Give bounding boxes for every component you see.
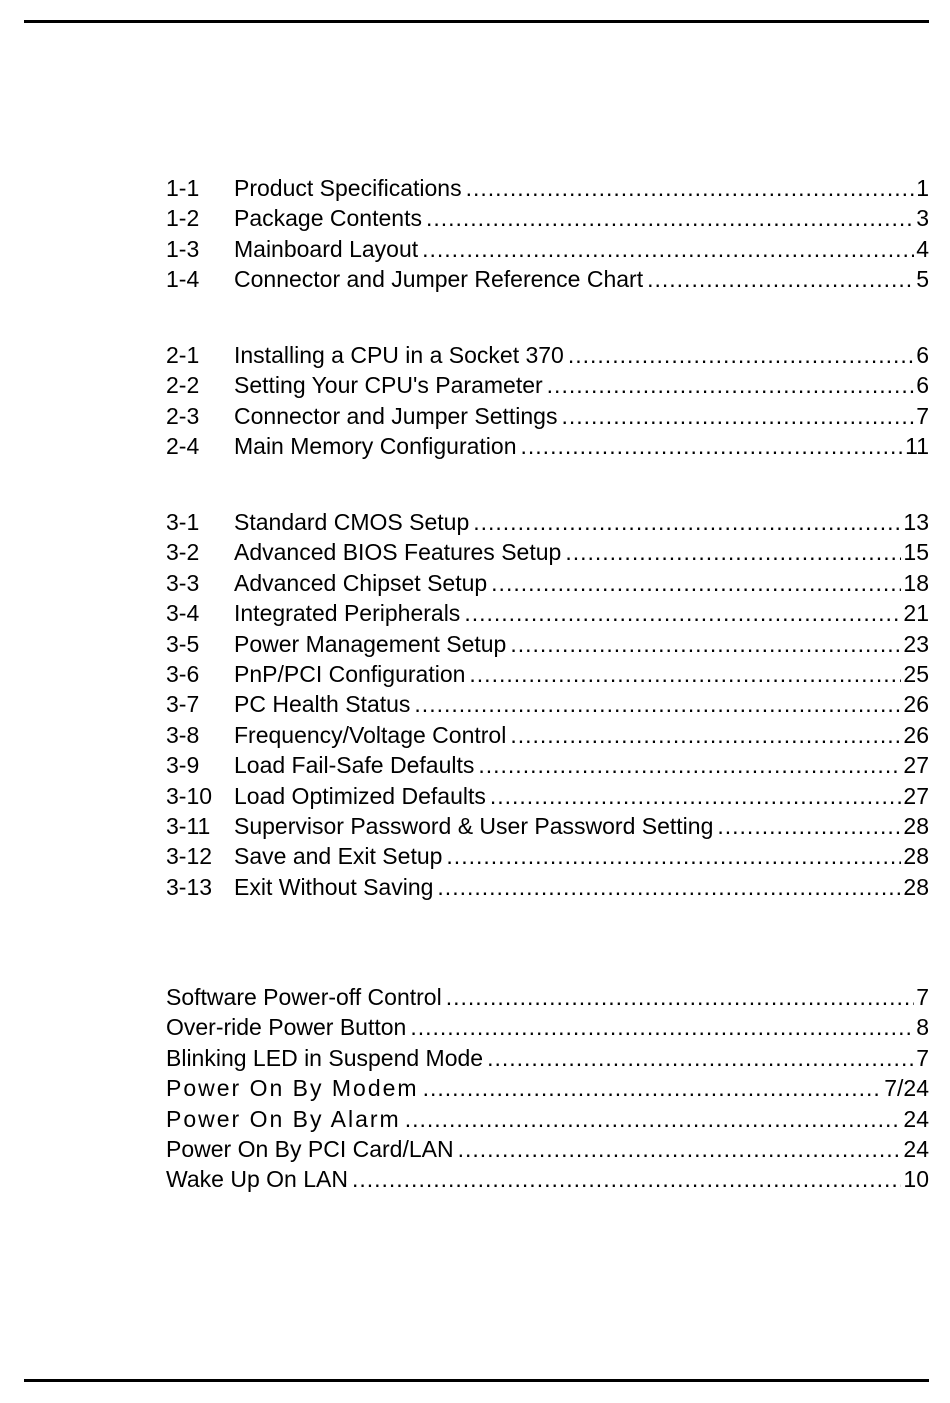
entry-page: 3 — [916, 205, 929, 232]
toc-entry — [166, 982, 929, 1012]
dot-leader — [469, 659, 901, 689]
entry-title: Wake Up On LAN — [166, 1166, 348, 1193]
dot-leader — [466, 173, 915, 203]
entry-title: Advanced BIOS Features Setup — [234, 539, 562, 566]
toc-entry — [166, 264, 929, 294]
entry-number: 2-1 — [166, 342, 200, 368]
entry-page: 27 — [903, 752, 929, 779]
toc-entry — [166, 841, 929, 871]
entry-number: 3-2 — [166, 539, 200, 566]
toc-entry — [166, 203, 929, 233]
entry-page: 7 — [916, 984, 929, 1010]
toc-section-2 — [166, 340, 929, 462]
entry-number: 2-3 — [166, 402, 200, 429]
toc-entry — [166, 781, 929, 811]
dot-leader — [423, 1073, 883, 1103]
dot-leader — [352, 1164, 901, 1194]
toc-entry — [166, 1073, 929, 1103]
entry-page: 6 — [916, 342, 929, 368]
entry-page: 27 — [903, 782, 929, 809]
entry-page: 28 — [903, 843, 929, 870]
toc-entry — [166, 401, 929, 431]
entry-number: 2-4 — [166, 433, 200, 460]
entry-page: 26 — [903, 721, 929, 748]
dot-leader — [547, 370, 915, 400]
toc-entry — [166, 340, 929, 370]
toc-entry — [166, 370, 929, 400]
entry-number: 3-1 — [166, 509, 200, 535]
dot-leader — [410, 1012, 914, 1042]
entry-number: 3-5 — [166, 630, 200, 657]
entry-title: PC Health Status — [234, 691, 411, 718]
entry-number: 3-10 — [166, 782, 213, 809]
entry-title: Power On By Alarm — [166, 1105, 401, 1132]
entry-page: 23 — [903, 630, 929, 657]
entry-title: Setting Your CPU's Parameter — [234, 372, 543, 399]
dot-leader — [464, 598, 901, 628]
entry-page: 7/24 — [884, 1075, 929, 1102]
dot-leader — [561, 401, 914, 431]
entry-title: Supervisor Password & User Password Setting — [234, 812, 714, 839]
entry-page: 24 — [903, 1135, 929, 1162]
toc-section-1 — [166, 173, 929, 295]
entry-number: 3-8 — [166, 721, 200, 748]
entry-title: PnP/PCI Configuration — [234, 660, 466, 687]
entry-page: 18 — [903, 569, 929, 596]
entry-title: Load Fail-Safe Defaults — [234, 752, 475, 779]
entry-title: Mainboard Layout — [234, 235, 419, 262]
entry-page: 13 — [903, 509, 929, 535]
entry-title: Connector and Jumper Reference Chart — [234, 266, 644, 293]
dot-leader — [717, 811, 901, 841]
entry-title: Frequency/Voltage Control — [234, 721, 507, 748]
entry-page: 7 — [916, 402, 929, 429]
toc-section-3 — [166, 507, 929, 902]
entry-number: 1-4 — [166, 266, 200, 293]
toc-entry — [166, 1012, 929, 1042]
toc-entry — [166, 720, 929, 750]
dot-leader — [446, 841, 901, 871]
dot-leader — [426, 203, 914, 233]
entry-page: 5 — [916, 266, 929, 293]
toc-section-4 — [166, 982, 929, 1195]
entry-page: 26 — [903, 691, 929, 718]
entry-page: 11 — [905, 433, 929, 460]
entry-page: 10 — [903, 1166, 929, 1193]
toc-entry — [166, 811, 929, 841]
dot-leader — [521, 431, 904, 461]
toc-entry — [166, 234, 929, 264]
toc-entry — [166, 431, 929, 461]
entry-title: Power Management Setup — [234, 630, 507, 657]
entry-title: Software Power-off Control — [166, 984, 442, 1010]
toc-entry — [166, 659, 929, 689]
entry-page: 21 — [903, 600, 929, 627]
entry-page: 28 — [903, 873, 929, 900]
entry-title: Power On By Modem — [166, 1075, 419, 1102]
entry-number: 3-11 — [166, 812, 211, 839]
toc-entry — [166, 1164, 929, 1194]
entry-title: Product Specifications — [234, 175, 462, 201]
entry-title: Load Optimized Defaults — [234, 782, 486, 809]
toc-entry — [166, 598, 929, 628]
entry-number: 2-2 — [166, 372, 200, 399]
toc-entry — [166, 568, 929, 598]
entry-page: 15 — [903, 539, 929, 566]
entry-number: 1-2 — [166, 205, 200, 232]
dot-leader — [478, 750, 901, 780]
entry-title: Integrated Peripherals — [234, 600, 461, 627]
entry-number: 3-3 — [166, 569, 200, 596]
entry-title: Exit Without Saving — [234, 873, 434, 900]
toc-entry — [166, 507, 929, 537]
entry-title: Advanced Chipset Setup — [234, 569, 488, 596]
entry-number: 3-12 — [166, 843, 213, 870]
dot-leader — [565, 537, 901, 567]
entry-title: Connector and Jumper Settings — [234, 402, 558, 429]
entry-title: Standard CMOS Setup — [234, 509, 470, 535]
entry-page: 8 — [916, 1014, 929, 1041]
entry-title: Save and Exit Setup — [234, 843, 443, 870]
entry-page: 7 — [916, 1044, 929, 1071]
toc-entry — [166, 872, 929, 902]
entry-title: Package Contents — [234, 205, 422, 232]
dot-leader — [437, 872, 901, 902]
entry-number: 3-7 — [166, 691, 200, 718]
entry-title: Over-ride Power Button — [166, 1014, 407, 1041]
dot-leader — [414, 689, 901, 719]
dot-leader — [446, 982, 915, 1012]
bottom-rule — [24, 1379, 929, 1382]
entry-page: 25 — [903, 660, 929, 687]
entry-title: Power On By PCI Card/LAN — [166, 1135, 454, 1162]
dot-leader — [510, 720, 901, 750]
toc-entry — [166, 173, 929, 203]
toc-entry — [166, 1134, 929, 1164]
entry-title: Blinking LED in Suspend Mode — [166, 1044, 484, 1071]
entry-page: 28 — [903, 812, 929, 839]
entry-page: 1 — [916, 175, 929, 201]
entry-number: 1-3 — [166, 235, 200, 262]
dot-leader — [568, 340, 914, 370]
dot-leader — [422, 234, 914, 264]
entry-page: 24 — [903, 1105, 929, 1132]
toc-entry — [166, 1043, 929, 1073]
dot-leader — [510, 629, 901, 659]
dot-leader — [458, 1134, 902, 1164]
entry-number: 1-1 — [166, 175, 200, 201]
toc-entry — [166, 1104, 929, 1134]
top-rule — [24, 20, 929, 23]
toc-entry — [166, 629, 929, 659]
dot-leader — [473, 507, 901, 537]
dot-leader — [647, 264, 914, 294]
entry-number: 3-4 — [166, 600, 200, 627]
entry-title: Installing a CPU in a Socket 370 — [234, 342, 564, 368]
dot-leader — [491, 568, 901, 598]
dot-leader — [490, 781, 902, 811]
entry-number: 3-6 — [166, 660, 200, 687]
dot-leader — [405, 1104, 902, 1134]
toc-entry — [166, 537, 929, 567]
entry-page: 6 — [916, 372, 929, 399]
dot-leader — [487, 1043, 914, 1073]
entry-page: 4 — [916, 235, 929, 262]
entry-number: 3-13 — [166, 873, 213, 900]
toc-entry — [166, 689, 929, 719]
toc-entry — [166, 750, 929, 780]
entry-number: 3-9 — [166, 752, 200, 779]
entry-title: Main Memory Configuration — [234, 433, 517, 460]
